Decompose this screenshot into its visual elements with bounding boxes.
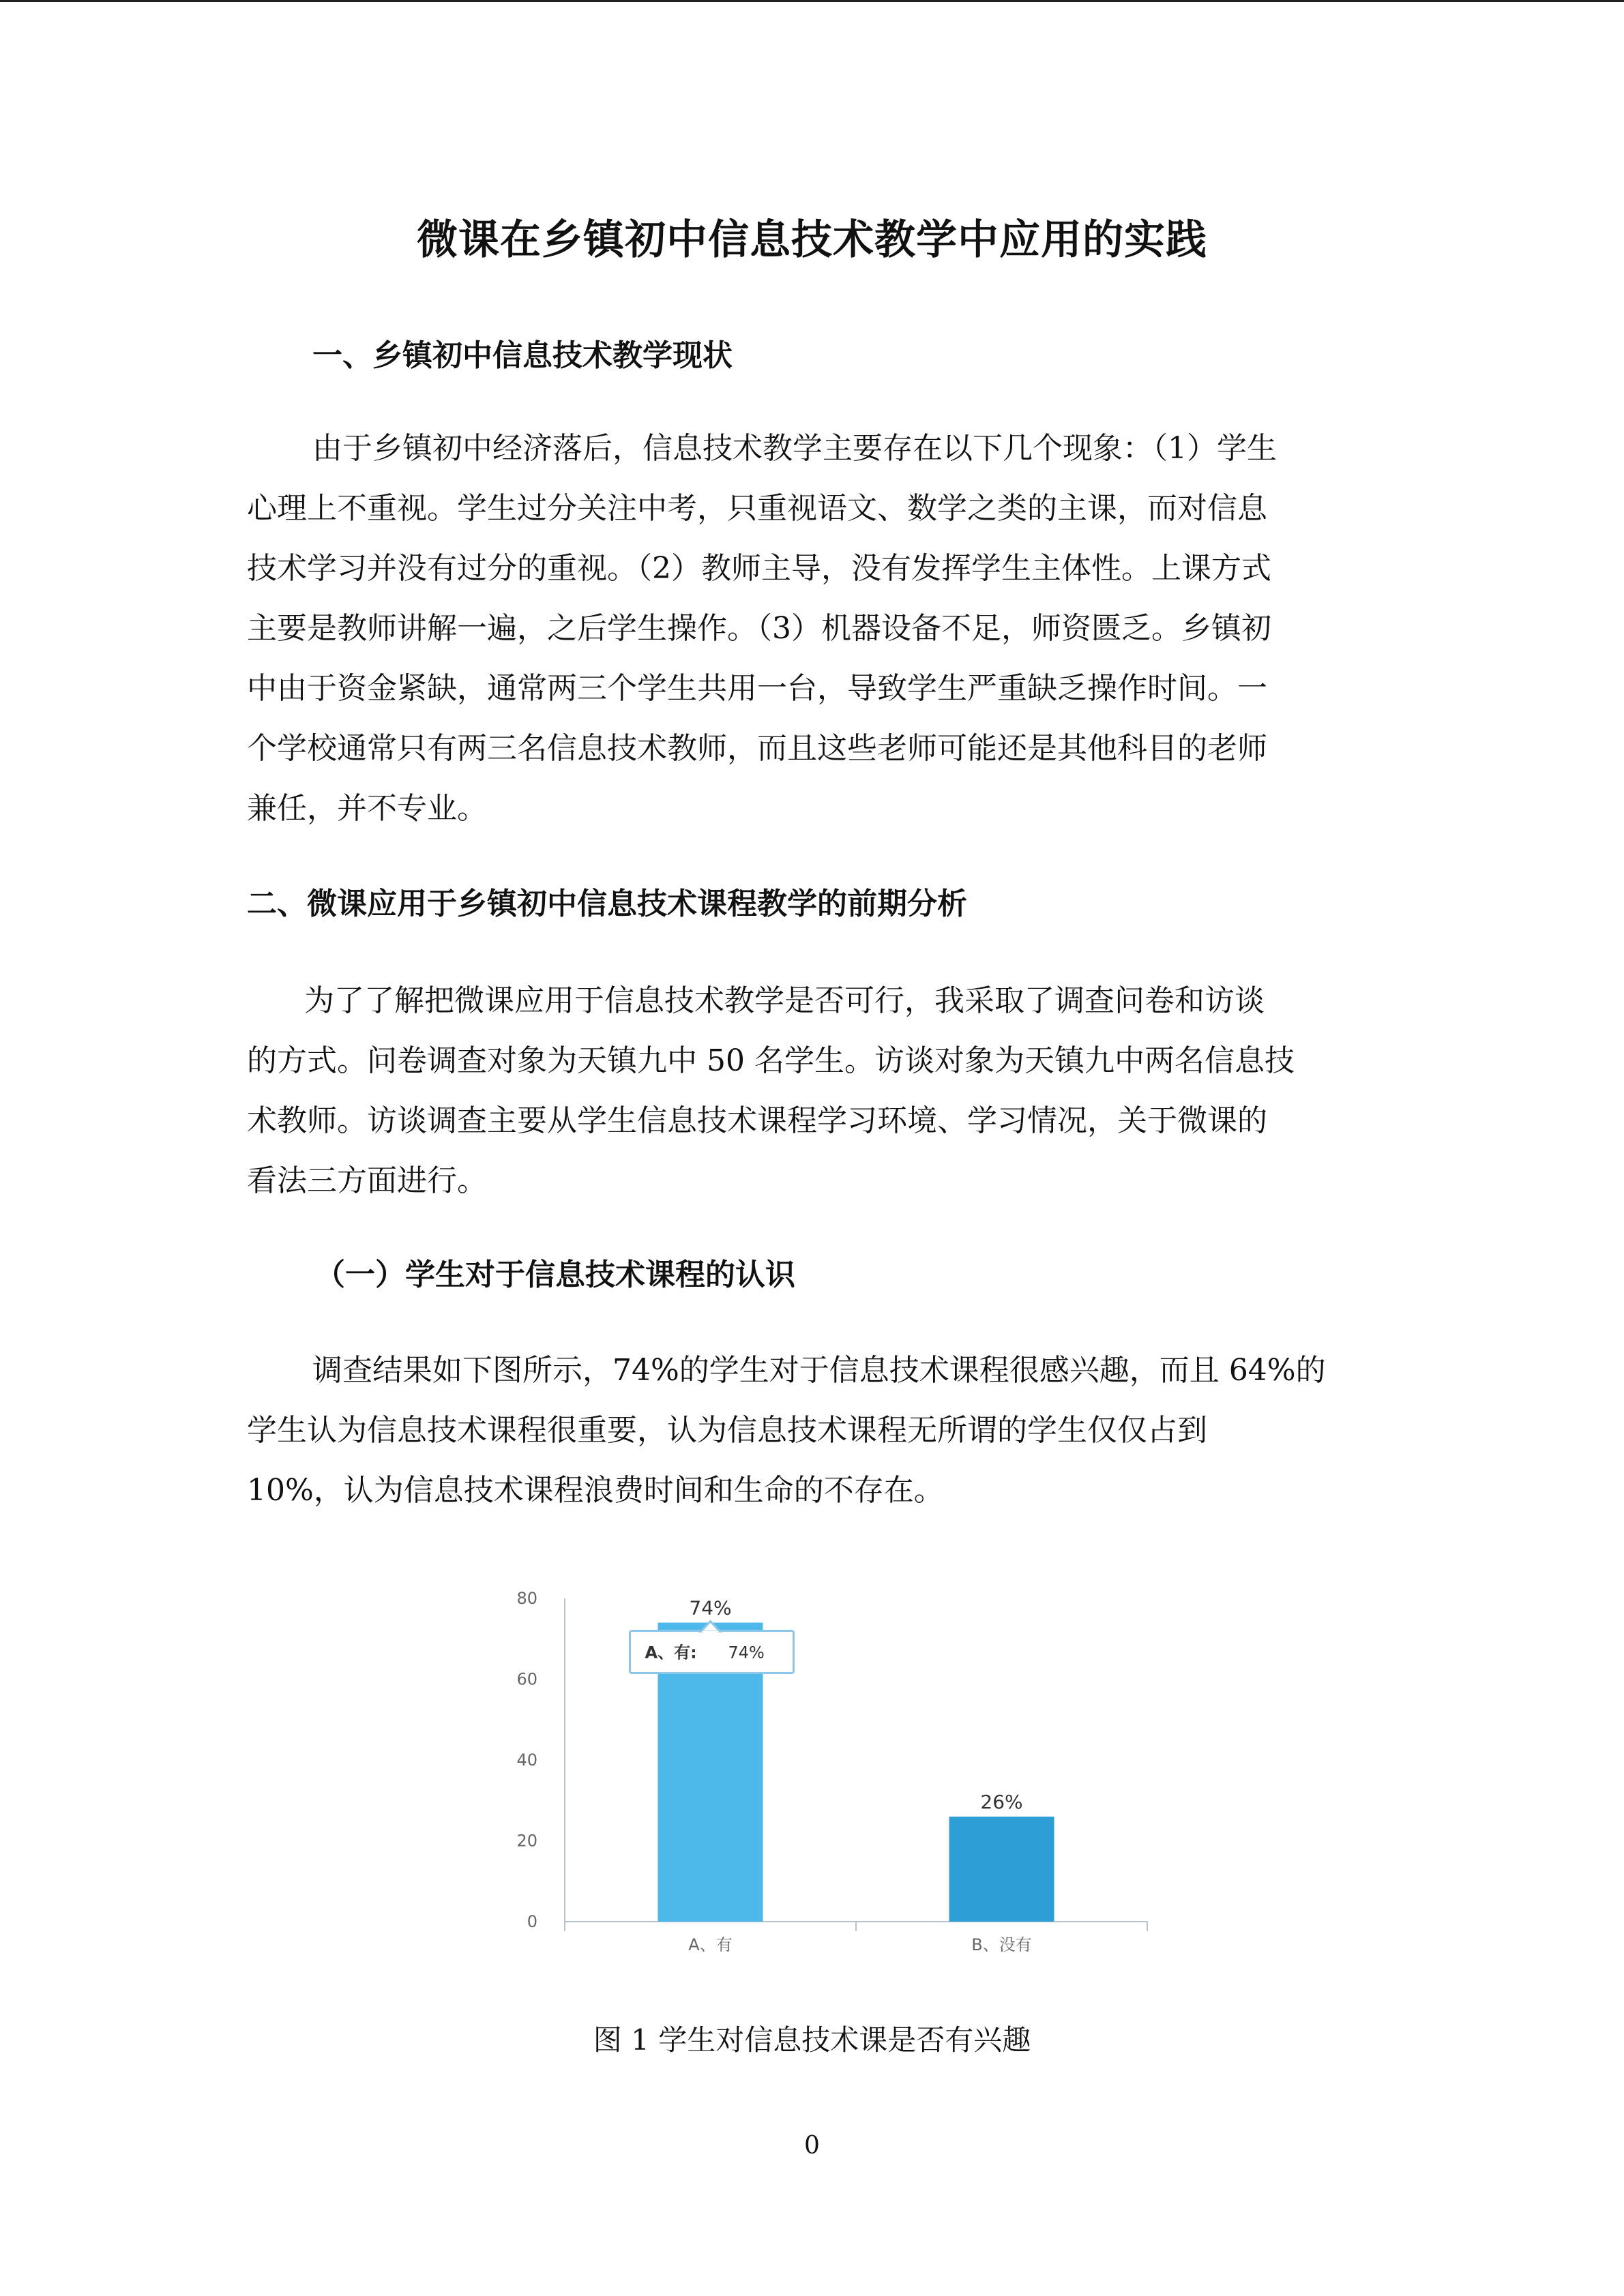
figure-caption: 图 1 学生对信息技术课是否有兴趣 — [593, 2023, 1031, 2057]
y-tick-label: 0 — [527, 1912, 537, 1931]
section-2-paragraph — [247, 971, 1379, 1211]
interest-bar-chart — [491, 1575, 1160, 1957]
tooltip-label: A、有: — [645, 1643, 697, 1663]
page-number: 0 — [804, 2132, 820, 2160]
y-tick-label: 60 — [516, 1669, 537, 1689]
paragraph-line: 调查结果如下图所示，74%的学生对于信息技术课程很感兴趣，而且 64%的 — [312, 1353, 1326, 1388]
section-1-heading: 一、乡镇初中信息技术教学现状 — [312, 338, 733, 373]
paragraph-line: 看法三方面进行。 — [247, 1163, 487, 1198]
bar-data-label: 26% — [980, 1790, 1023, 1813]
top-border-rule — [0, 0, 1624, 2]
paragraph-line: 主要是教师讲解一遍，之后学生操作。（3）机器设备不足，师资匮乏。乡镇初 — [247, 611, 1271, 646]
tooltip-value: 74% — [728, 1643, 765, 1663]
paragraph-line: 的方式。问卷调查对象为天镇九中 50 名学生。访谈对象为天镇九中两名信息技 — [247, 1043, 1295, 1078]
subsection-1-heading: （一）学生对于信息技术课程的认识 — [315, 1257, 795, 1292]
bar — [949, 1817, 1054, 1922]
section-1-paragraph — [247, 419, 1379, 839]
paragraph-line: 10%，认为信息技术课程浪费时间和生命的不存在。 — [247, 1473, 944, 1508]
x-tick-label: B、没有 — [971, 1935, 1032, 1954]
section-2-heading: 二、微课应用于乡镇初中信息技术课程教学的前期分析 — [247, 886, 967, 921]
y-tick-label: 20 — [516, 1831, 537, 1851]
paragraph-line: 学生认为信息技术课程很重要，认为信息技术课程无所谓的学生仅仅占到 — [247, 1413, 1207, 1448]
document-title: 微课在乡镇初中信息技术教学中应用的实践 — [417, 216, 1207, 264]
paragraph-line: 中由于资金紧缺，通常两三个学生共用一台，导致学生严重缺乏操作时间。一 — [247, 671, 1267, 706]
y-tick-label: 80 — [516, 1589, 537, 1608]
paragraph-line: 个学校通常只有两三名信息技术教师，而且这些老师可能还是其他科目的老师 — [247, 731, 1267, 766]
paragraph-line: 由于乡镇初中经济落后，信息技术教学主要存在以下几个现象：（1）学生 — [312, 431, 1277, 466]
x-tick-label: A、有 — [688, 1935, 733, 1954]
paragraph-line: 术教师。访谈调查主要从学生信息技术课程学习环境、学习情况，关于微课的 — [247, 1103, 1267, 1138]
tooltip-pointer-mask — [703, 1631, 719, 1634]
paragraph-line: 心理上不重视。学生过分关注中考，只重视语文、数学之类的主课，而对信息 — [247, 491, 1267, 526]
y-tick-label: 40 — [516, 1750, 537, 1770]
paragraph-line: 兼任，并不专业。 — [247, 791, 487, 826]
bar-data-label: 74% — [689, 1596, 732, 1620]
paragraph-line: 为了了解把微课应用于信息技术教学是否可行，我采取了调查问卷和访谈 — [304, 983, 1265, 1018]
paragraph-line: 技术学习并没有过分的重视。（2）教师主导，没有发挥学生主体性。上课方式 — [247, 551, 1271, 586]
subsection-1-paragraph — [247, 1341, 1379, 1521]
